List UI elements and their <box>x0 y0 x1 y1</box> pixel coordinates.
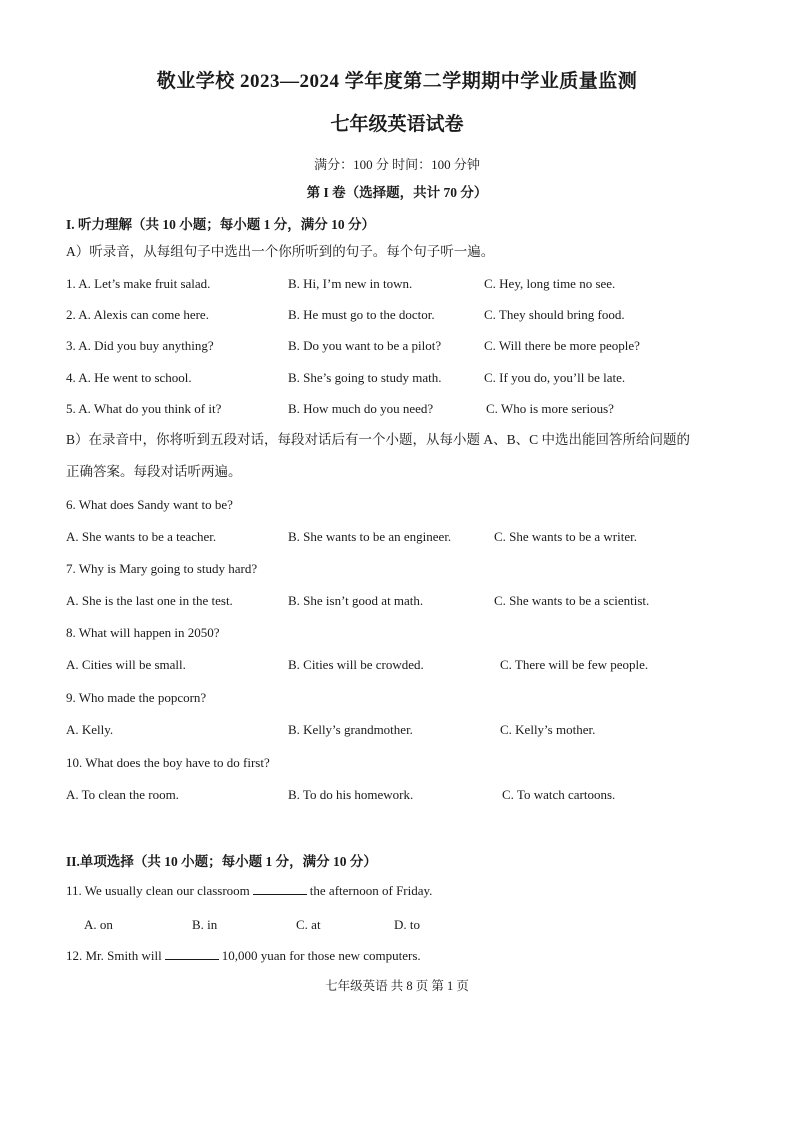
q9-option-a: A. Kelly. <box>66 722 114 737</box>
q10-option-c: C. To watch cartoons. <box>502 787 616 802</box>
q12-stem <box>66 948 421 964</box>
q3-option-b: B. Do you want to be a pilot? <box>288 338 442 353</box>
part-heading: 第 I 卷（选择题，共计 70 分） <box>306 185 488 200</box>
q2-option-b: B. He must go to the doctor. <box>288 307 435 322</box>
q11-option-d: D. to <box>394 917 420 932</box>
q12-answer-blank <box>165 949 219 960</box>
q11-stem <box>66 883 432 899</box>
q6-option-b: B. She wants to be an engineer. <box>288 529 452 544</box>
section-1-title: I. 听力理解（共 10 小题；每小题 1 分，满分 10 分） <box>66 217 376 232</box>
q7-option-c: C. She wants to be a scientist. <box>494 593 650 608</box>
q6-option-a: A. She wants to be a teacher. <box>66 529 217 544</box>
q8-option-a: A. Cities will be small. <box>66 657 186 672</box>
q11-option-b: B. in <box>192 917 218 932</box>
section-1-part-a-instructions: A）听录音，从每组句子中选出一个你所听到的句子。每个句子听一遍。 <box>66 244 495 259</box>
q3-option-c: C. Will there be more people? <box>484 338 640 353</box>
q11-stem-start: 11. We usually clean our classroom <box>66 883 250 898</box>
q7-option-a: A. She is the last one in the test. <box>66 593 233 608</box>
q4-option-b: B. She’s going to study math. <box>288 370 442 385</box>
q10-question: 10. What does the boy have to do first? <box>66 755 270 770</box>
exam-meta: 满分：100 分 时间：100 分钟 <box>314 157 480 172</box>
q9-question: 9. Who made the popcorn? <box>66 690 207 705</box>
q2-option-c: C. They should bring food. <box>484 307 625 322</box>
q7-option-b: B. She isn’t good at math. <box>288 593 424 608</box>
q4-option-c: C. If you do, you’ll be late. <box>484 370 626 385</box>
q7-question: 7. Why is Mary going to study hard? <box>66 561 258 576</box>
q8-question: 8. What will happen in 2050? <box>66 625 220 640</box>
q9-option-c: C. Kelly’s mother. <box>500 722 596 737</box>
q8-option-b: B. Cities will be crowded. <box>288 657 424 672</box>
q1-option-c: C. Hey, long time no see. <box>484 276 616 291</box>
q5-option-a: 5. A. What do you think of it? <box>66 401 222 416</box>
q11-option-c: C. at <box>296 917 321 932</box>
q12-stem-end: 10,000 yuan for those new computers. <box>221 948 421 963</box>
q1-option-b: B. Hi, I’m new in town. <box>288 276 413 291</box>
section-1-part-b-instructions-cont: 正确答案。每段对话听两遍。 <box>66 464 242 479</box>
q4-option-a: 4. A. He went to school. <box>66 370 192 385</box>
q5-option-c: C. Who is more serious? <box>486 401 614 416</box>
q5-option-b: B. How much do you need? <box>288 401 434 416</box>
q10-option-a: A. To clean the room. <box>66 787 179 802</box>
q8-option-c: C. There will be few people. <box>500 657 649 672</box>
page-footer: 七年级英语 共 8 页 第 1 页 <box>325 979 469 993</box>
q11-answer-blank <box>253 884 307 895</box>
q2-option-a: 2. A. Alexis can come here. <box>66 307 209 322</box>
q12-stem-start: 12. Mr. Smith will <box>66 948 162 963</box>
q9-option-b: B. Kelly’s grandmother. <box>288 722 413 737</box>
q11-option-a: A. on <box>84 917 113 932</box>
q10-option-b: B. To do his homework. <box>288 787 414 802</box>
q11-stem-end: the afternoon of Friday. <box>309 883 433 898</box>
section-1-part-b-instructions: B）在录音中，你将听到五段对话，每段对话后有一个小题，从每小题 A、B、C 中选出能回答所给问题的 <box>66 432 691 447</box>
q6-question: 6. What does Sandy want to be? <box>66 497 233 512</box>
q1-option-a: 1. A. Let’s make fruit salad. <box>66 276 211 291</box>
q3-option-a: 3. A. Did you buy anything? <box>66 338 214 353</box>
exam-title: 敬业学校 2023—2024 学年度第二学期期中学业质量监测 <box>156 71 638 92</box>
q6-option-c: C. She wants to be a writer. <box>494 529 637 544</box>
exam-subtitle: 七年级英语试卷 <box>330 114 464 135</box>
section-2-title: II.单项选择（共 10 小题；每小题 1 分，满分 10 分） <box>66 854 377 869</box>
